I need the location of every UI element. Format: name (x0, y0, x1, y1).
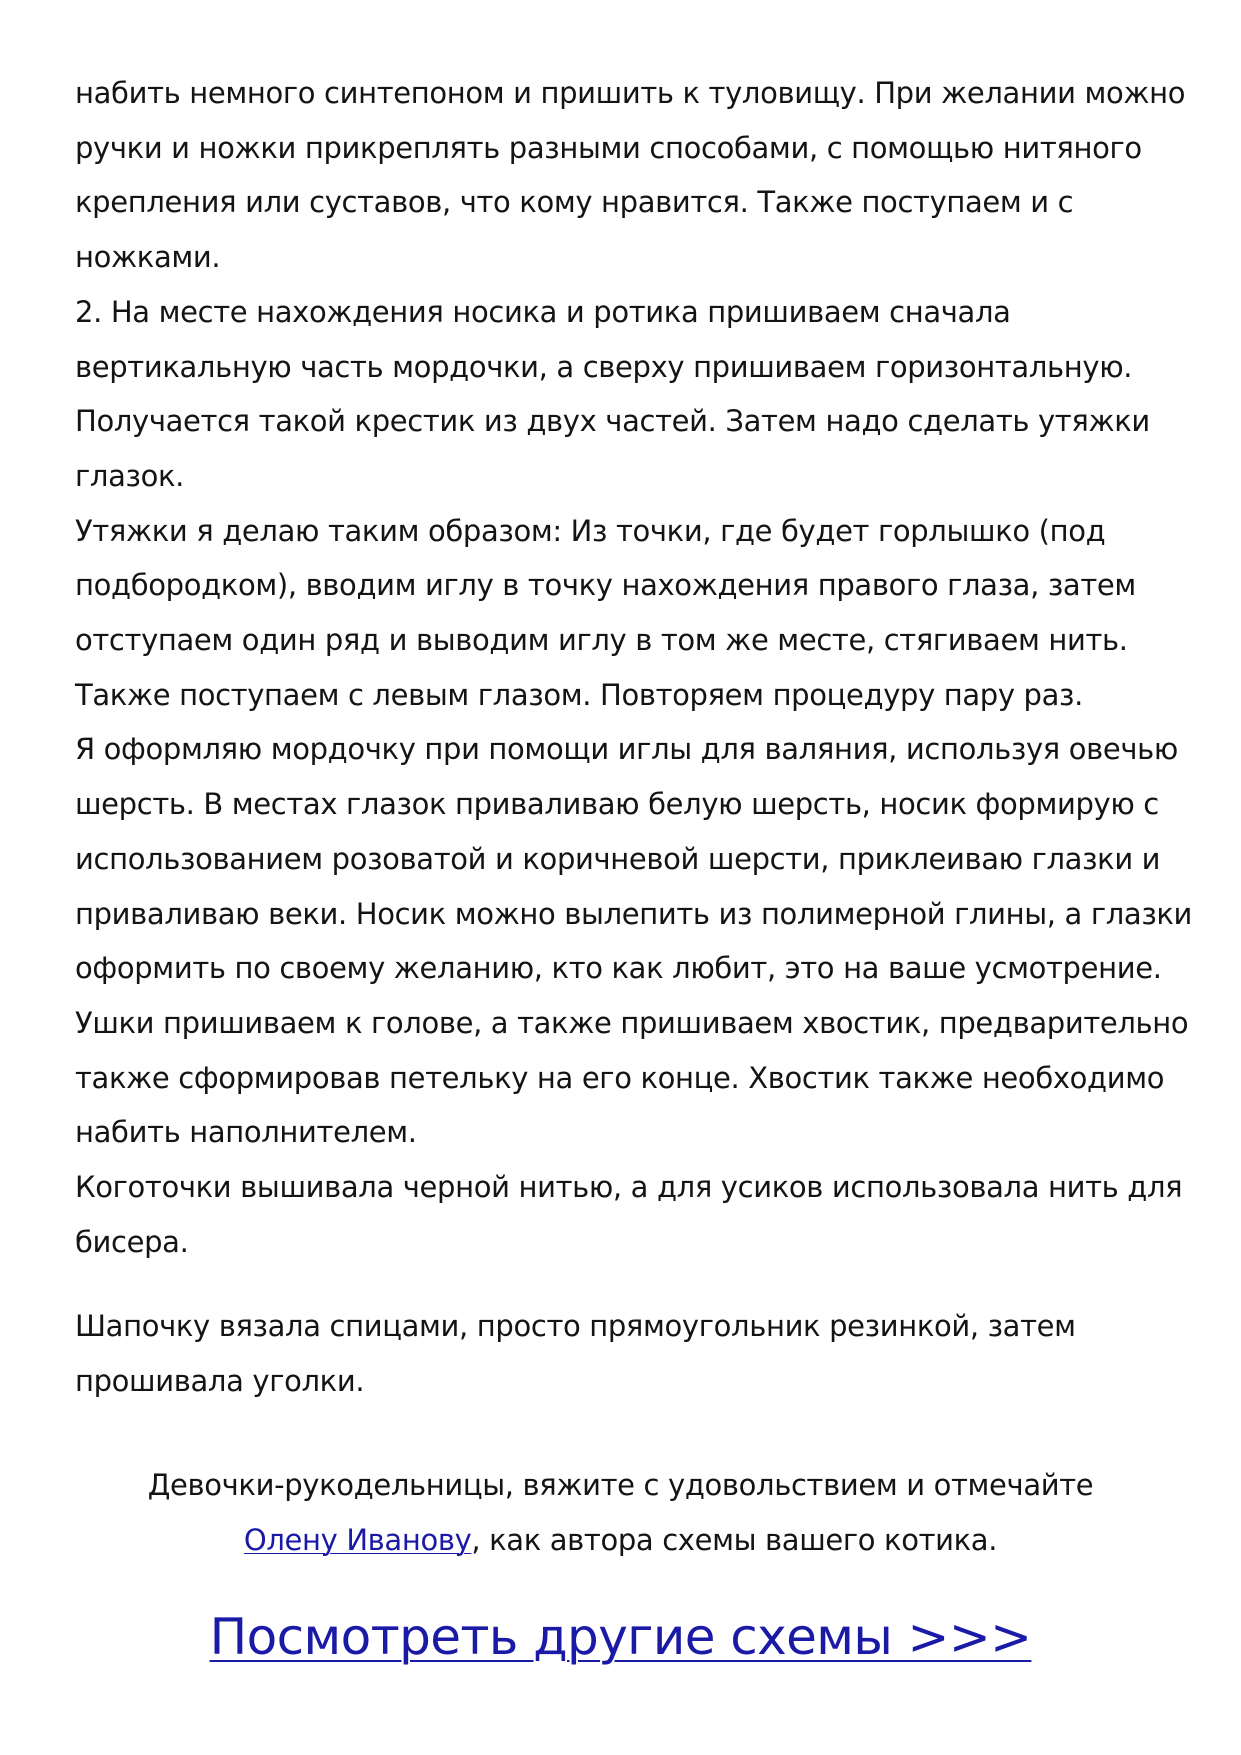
text-line: оформить по своему желанию, кто как любит, это на ваше усмотрение. (75, 951, 1162, 986)
text-line: крепления или суставов, что кому нравится. Также поступаем и с (75, 185, 1074, 220)
text-line: подбородком), вводим иглу в точку нахождения правого глаза, затем (75, 568, 1136, 603)
text-line: набить наполнителем. (75, 1115, 417, 1150)
more-schemes-link[interactable]: Посмотреть другие схемы >>> (209, 1608, 1032, 1666)
text-line: глазок. (75, 458, 184, 493)
instructions-text (75, 66, 1193, 1409)
text-line: использованием розоватой и коричневой шерсти, приклеиваю глазки и (75, 841, 1161, 876)
text-line: Ушки пришиваем к голове, а также пришиваем хвостик, предварительно (75, 1005, 1189, 1040)
text-line: вертикальную часть мордочки, а сверху пришиваем горизонтальную. (75, 349, 1133, 384)
closing-line-1: Девочки-рукодельницы, вяжите с удовольствием и отмечайте (147, 1468, 1094, 1502)
text-line: 2. На месте нахождения носика и ротика пришиваем сначала (75, 294, 1011, 329)
paragraph-spacer (75, 1269, 1185, 1299)
text-line: Получается такой крестик из двух частей. Затем надо сделать утяжки (75, 404, 1150, 439)
text-line: бисера. (75, 1224, 189, 1259)
closing-line-2 (0, 1513, 1241, 1568)
closing-note (0, 1458, 1241, 1568)
text-line: отступаем один ряд и выводим иглу в том же месте, стягиваем нить. (75, 623, 1128, 658)
text-line: шерсть. В местах глазок приваливаю белую шерсть, носик формирую с (75, 787, 1159, 822)
text-line: ножками. (75, 240, 221, 275)
text-line: набить немного синтепоном и пришить к туловищу. При желании можно (75, 76, 1186, 110)
closing-line-2-rest: , как автора схемы вашего котика. (471, 1523, 998, 1557)
hat-text-line: прошивала уголки. (75, 1364, 365, 1399)
text-line: Утяжки я делаю таким образом: Из точки, где будет горлышко (под (75, 513, 1106, 548)
author-link[interactable]: Олену Иванову (243, 1523, 472, 1557)
text-line: также сформировав петельку на его конце. Хвостик также необходимо (75, 1060, 1165, 1095)
text-line: ручки и ножки прикреплять разными способами, с помощью нитяного (75, 130, 1142, 165)
hat-text-line: Шапочку вязала спицами, просто прямоугольник резинкой, затем (75, 1309, 1076, 1344)
text-line: Я оформляю мордочку при помощи иглы для валяния, используя овечью (75, 732, 1178, 767)
more-schemes-container (0, 1602, 1241, 1672)
text-line: приваливаю веки. Носик можно вылепить из полимерной глины, а глазки (75, 896, 1193, 931)
text-line: Также поступаем с левым глазом. Повторяем процедуру пару раз. (75, 677, 1083, 712)
text-line: Коготочки вышивала черной нитью, а для усиков использовала нить для (75, 1170, 1183, 1205)
